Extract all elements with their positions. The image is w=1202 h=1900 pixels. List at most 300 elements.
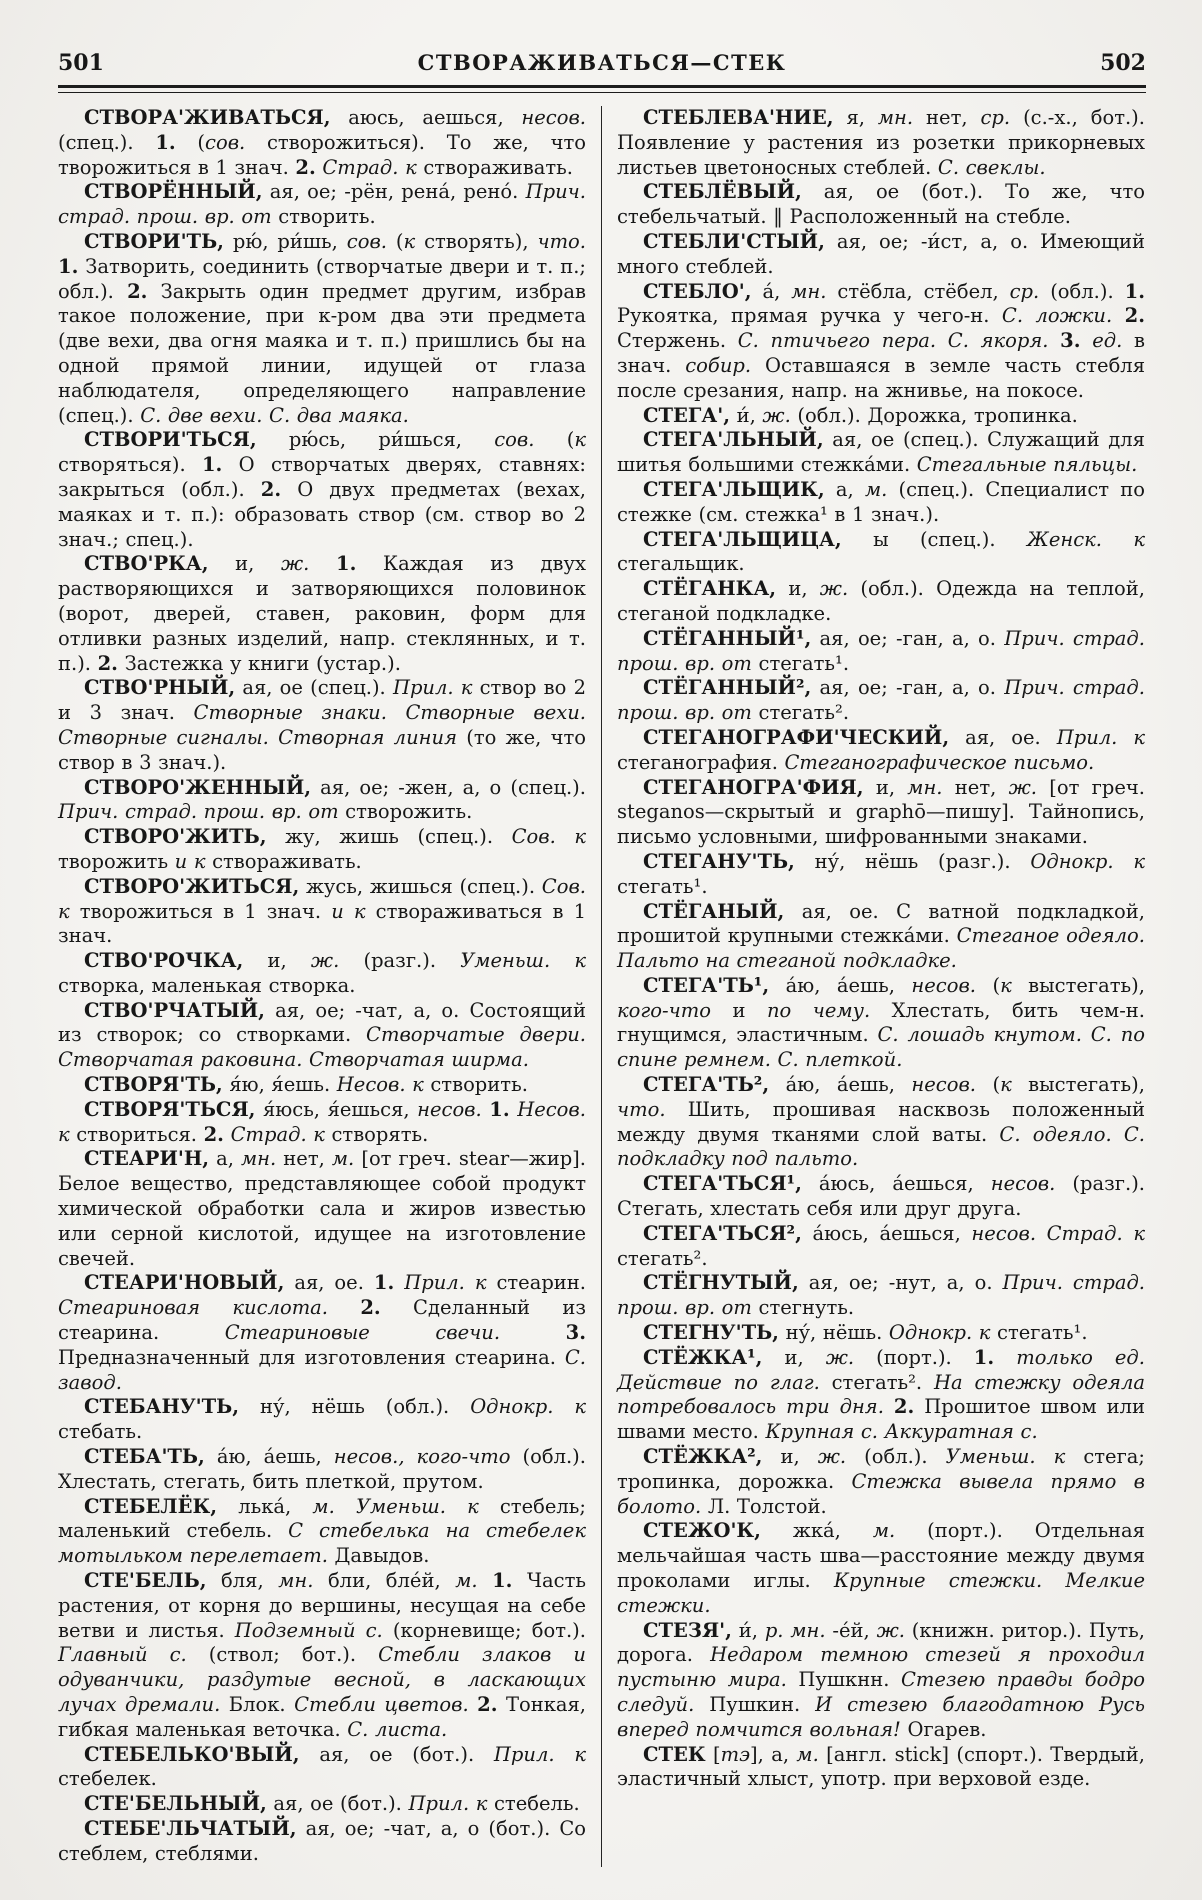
entry-label-italic: к (1000, 973, 1012, 997)
entry-headword: СТЕБЕ'ЛЬЧАТЫЙ, (84, 1816, 297, 1840)
entry-text: и́, (730, 403, 763, 427)
dictionary-entry (617, 1271, 1145, 1321)
header-rule (58, 85, 1146, 93)
entry-text: ы (спец.). (841, 527, 1027, 551)
entry-label-italic: сов. (494, 428, 535, 452)
entry-text: [от греч. steganos—скрытый и graphō—пишу]. Тайнопись, письмо условными, шифрованными знаками. (617, 775, 1145, 849)
entry-text: Сделанный из стеарина. (58, 1296, 586, 1345)
entry-label-italic: сов. (205, 130, 246, 154)
entry-label-italic: тэ (720, 1742, 751, 1766)
entry-label-italic: С. одеяло. С. подкладку под пальто. (617, 1122, 1145, 1171)
entry-text (1081, 329, 1093, 352)
entry-label-italic: Прил. к (392, 676, 473, 700)
entry-headword: СТВО'РОЧКА, (84, 949, 244, 973)
entry-text: ая, ое (бот.). (299, 1742, 494, 1766)
dictionary-entry (617, 776, 1145, 850)
dictionary-entry (617, 1172, 1145, 1222)
entry-label-italic: мн. (791, 279, 827, 303)
entry-label-italic: м. (796, 1742, 819, 1766)
dictionary-entry (58, 1147, 586, 1271)
dictionary-entry (58, 428, 586, 552)
entry-headword: СТЕБЛЁВЫЙ, (643, 180, 802, 204)
dictionary-entry (58, 825, 586, 875)
entry-text: створаживаться в 1 знач. (58, 899, 586, 948)
entry-label-italic: Стебли злаков и одуванчики, раздутые весной, в ласкающих лучах дремали. (58, 1643, 586, 1716)
entry-headword: СТЕГА'ТЬ², (643, 1073, 770, 1097)
sense-number: 1. (1124, 279, 1145, 303)
entry-text: ну́, нёшь. (778, 1321, 889, 1345)
column-left (58, 106, 586, 1867)
entry-text (335, 1495, 356, 1518)
entry-label-italic: р. мн. (764, 1618, 826, 1642)
entry-text: ая, ое (бот.). То же, что стебельчатый. ‖ Расположенный на стебле. (617, 180, 1145, 229)
entry-text: ая, ое; -чат, а, о. Состоящий из створок; со створками. (58, 998, 586, 1047)
dictionary-entry (617, 428, 1145, 478)
entry-label-italic: Недаром темною стезей я проходил пустыню мира. (617, 1643, 1146, 1692)
entry-text: створять), (415, 229, 538, 253)
entry-text: стегать¹. (751, 651, 850, 675)
entry-text: и (710, 998, 767, 1022)
dictionary-entry (58, 1445, 586, 1495)
entry-text (394, 1271, 404, 1294)
entry-label-italic: несов. (911, 1073, 976, 1097)
entry-text: ну́, нёшь (разг.). (794, 849, 1031, 873)
entry-text: Застежка у книги (устар.). (117, 651, 401, 675)
entry-headword: СТЁЖКА², (643, 1445, 763, 1469)
sense-number: 1. (373, 1271, 395, 1295)
entry-text: а, (209, 1147, 242, 1171)
page-header (0, 0, 1202, 76)
dictionary-entry (58, 1271, 586, 1395)
entry-label-italic: собир. (685, 353, 752, 377)
entry-label-italic: С. ложки. (1001, 304, 1113, 328)
entry-label-italic: Стеганографическое письмо. (784, 750, 1095, 774)
entry-text: в знач. (617, 329, 1145, 377)
entry-text: а́ю, а́ешь, (769, 1073, 912, 1097)
dictionary-entry (617, 1321, 1145, 1346)
entry-label-italic: Крупные стежки. Мелкие стежки. (617, 1569, 1145, 1617)
dictionary-entry (617, 1619, 1145, 1743)
entry-text: нет, (942, 775, 1009, 799)
entry-label-italic: Сов. к (511, 825, 587, 849)
dictionary-entry (617, 404, 1145, 429)
entry-text: стебель. (487, 1792, 580, 1816)
entry-text: ая, ое. (284, 1271, 374, 1295)
entry-label-italic: сов. (346, 229, 387, 253)
entry-label-italic: несов., кого-что (333, 1445, 511, 1469)
entry-headword: СТВО'РНЫЙ, (84, 676, 236, 700)
entry-text: Предназначенный для изготовления стеарина. (58, 1345, 565, 1369)
entry-text: ая, ое (спец.). (235, 676, 393, 700)
entry-label-italic: ср. (980, 106, 1011, 129)
entry-label-italic: что. (537, 229, 586, 253)
entry-text: выстегать), (1011, 1073, 1145, 1097)
entry-label-italic: Прич. страд. прош. вр. от (617, 626, 1145, 675)
entry-text: стега; тропинка, дорожка. (617, 1445, 1145, 1493)
entry-text: створить. (271, 205, 376, 229)
dictionary-entry (58, 1569, 586, 1743)
entry-headword: СТВОРО'ЖИТЬ, (84, 825, 267, 849)
entry-text: ну́, нёшь (обл.). (239, 1395, 471, 1419)
dictionary-entry (617, 478, 1145, 528)
entry-text: ая, ое; -жен, а, о (спец.). (311, 775, 586, 799)
entry-label-italic: м. (331, 1147, 355, 1171)
entry-text: створяться). (58, 453, 202, 477)
entry-label-italic: Сов. к (58, 874, 586, 923)
entry-headword: СТЁГАННЫЙ¹, (643, 626, 812, 650)
entry-text: ( (534, 428, 575, 452)
entry-text: нет, (913, 106, 981, 129)
entry-text: ая, ое (спец.). Служащий для шитья большими стежка́ми. (617, 428, 1145, 477)
entry-label-italic: Прил. к (493, 1742, 586, 1766)
entry-text: а́юсь, а́ешься, (801, 1172, 991, 1196)
entry-text (328, 1296, 360, 1319)
entry-headword: СТЕГА'ТЬСЯ¹, (643, 1172, 802, 1196)
dictionary-entry (58, 180, 586, 230)
dictionary-entry (58, 1792, 586, 1817)
entry-text (469, 1693, 477, 1716)
entry-text: и, (776, 577, 820, 601)
entry-text: створка, маленькая створка. (58, 973, 356, 997)
entry-label-italic: Несов. к (336, 1073, 424, 1097)
entry-headword: СТЕАРИ'Н, (84, 1147, 210, 1171)
entry-text: створиться. (69, 1122, 204, 1146)
entry-text: а́ю, а́ешь, (204, 1445, 334, 1469)
entry-label-italic: Женск. к (1026, 527, 1145, 551)
entry-label-italic: ж. (819, 577, 849, 601)
entry-label-italic: Прич. страд. прош. вр. от (617, 1271, 1145, 1320)
entry-text: я, (833, 106, 878, 129)
entry-text: стёбла, стёбел, (826, 279, 1010, 303)
entry-label-italic: Крупная с. Аккуратная с. (765, 1420, 1038, 1444)
entry-label-italic: Несов. к (58, 1097, 586, 1146)
entry-label-italic: Прич. страд. прош. вр. от (617, 676, 1145, 725)
entry-label-italic: м. (864, 477, 888, 501)
entry-label-italic: несов. (990, 1172, 1056, 1196)
entry-text: ( (976, 1073, 1001, 1097)
sense-number: 3. (565, 1321, 586, 1345)
dictionary-entry (58, 949, 586, 999)
entry-text: стегать¹. (617, 874, 708, 898)
entry-headword: СТВО'РКА, (84, 552, 209, 576)
sense-number: 2. (203, 1122, 224, 1146)
dictionary-entry (58, 875, 586, 949)
dictionary-entry (617, 1346, 1145, 1445)
entry-headword: СТЁГНУТЫЙ, (643, 1271, 799, 1295)
entry-label-italic: Стеганое одеяло. Пальто на стеганой подкладке. (617, 924, 1146, 973)
entry-headword: СТВО'РЧАТЫЙ, (84, 998, 265, 1022)
entry-text (884, 1395, 894, 1418)
entry-text: (спец.). (58, 130, 156, 154)
sense-number: 1. (155, 130, 176, 154)
entry-text: бля, (206, 1569, 279, 1593)
entry-label-italic: Однокр. к (1030, 849, 1146, 873)
entry-text: ая, ое. С ватной подкладкой, прошитой крупными стежка́ми. (617, 899, 1145, 948)
entry-text: и, (243, 949, 311, 973)
entry-headword: СТВОРО'ЖЕННЫЙ, (84, 775, 312, 799)
entry-headword: СТВОРИ'ТЬСЯ, (84, 428, 257, 452)
entry-label-italic: ж. (817, 1445, 847, 1469)
sense-number: 2. (127, 279, 148, 303)
entry-text: (обл.). (846, 1445, 946, 1469)
entry-headword: СТЕГАНУ'ТЬ, (643, 849, 795, 873)
dictionary-entry (617, 850, 1145, 900)
sense-number: 1. (973, 1345, 995, 1369)
entry-text: ая, ое; -нут, а, о. (798, 1271, 1003, 1295)
entry-text: ая, ое; -чат, а, о (бот.). Со стеблем, стеблями. (58, 1816, 586, 1865)
entry-label-italic: Уменьш. к (460, 949, 586, 973)
dictionary-entry (617, 1073, 1145, 1172)
entry-text: и, (208, 552, 282, 576)
entry-text: створожиться). То же, что творожиться в 1 знач. (58, 130, 586, 179)
entry-text: стеарин. (486, 1271, 586, 1295)
dictionary-entry (617, 528, 1145, 578)
entry-text: Закрыть один предмет другим, избрав такое положение, при к-ром два эти предмета (две вехи, два огня маяка и т. п.) пришлись бы на одной прямой линии, идущей от глаза наблюдателя, определяющего направление (спец.). (58, 279, 586, 427)
entry-label-italic: Стебли цветов. (294, 1693, 469, 1716)
entry-headword: СТЕГАНОГРА'ФИЯ, (643, 775, 864, 799)
page-number-right: 502 (1100, 50, 1146, 76)
column-right (617, 106, 1145, 1792)
entry-text: и, (762, 1445, 818, 1469)
dictionary-entry (617, 726, 1145, 776)
entry-headword: СТВОРЯ'ТЬСЯ, (84, 1097, 256, 1121)
entry-label-italic: С. лошадь кнутом. С. по спине ремнем. С. плеткой. (617, 1023, 1146, 1072)
entry-label-italic: Уменьш. к (945, 1445, 1066, 1469)
entry-text: стебать. (58, 1420, 143, 1444)
entry-label-italic: С стебелька на стебелек мотыльком перелетает. (58, 1519, 586, 1568)
entry-text: жусь, жишься (спец.). (299, 874, 542, 898)
entry-headword: СТЕГА', (643, 403, 730, 427)
entry-label-italic: Прич. страд. прош. вр. от (58, 800, 339, 824)
entry-text: [англ. stick] (спорт.). Твердый, эластичный хлыст, употр. при верховой езде. (617, 1742, 1145, 1791)
dictionary-entry (58, 1073, 586, 1098)
entry-text (994, 1346, 1016, 1369)
entry-label-italic: Створчатые двери. Створчатая раковина. Створчатая ширма. (58, 1023, 586, 1072)
entry-text: Оставшаяся в земле часть стебля после срезания, напр. на жнивье, на покосе. (617, 353, 1145, 402)
text-columns (0, 93, 1202, 1867)
entry-text: Л. Толстой. (701, 1494, 827, 1518)
entry-text: (ствол; бот.). (186, 1643, 379, 1667)
entry-label-italic: мн. (241, 1147, 277, 1171)
entry-text (1048, 329, 1060, 352)
entry-headword: СТЁЖКА¹, (643, 1345, 763, 1369)
entry-headword: СТЕГА'ЛЬЩИК, (643, 477, 825, 501)
entry-label-italic: Створные знаки. Створные вехи. Створные сигналы. Створная линия (58, 701, 586, 749)
entry-label-italic: С. завод. (58, 1345, 586, 1394)
dictionary-entry (617, 1445, 1145, 1519)
entry-headword: СТЕАРИ'НОВЫЙ, (84, 1271, 285, 1295)
dictionary-entry (617, 627, 1145, 677)
entry-text: О створчатых дверях, ставнях: закрыться (обл.). (58, 453, 586, 501)
entry-label-italic: ед. (1092, 329, 1123, 353)
entry-headword: СТЕ'БЕЛЬ, (84, 1569, 207, 1593)
entry-label-italic: Прил. к (404, 1271, 487, 1295)
entry-label-italic: несов. Страд. к (971, 1221, 1145, 1245)
entry-label-italic: ж. (281, 552, 310, 576)
entry-text: [ (705, 1742, 721, 1766)
entry-label-italic: м. (312, 1494, 335, 1518)
entry-headword: СТЕК (643, 1742, 706, 1766)
entry-headword: СТЕГА'ЛЬНЫЙ, (643, 428, 824, 452)
entry-label-italic: только ед. Действие по глаг. (617, 1345, 1145, 1394)
sense-number: 1. (58, 254, 79, 278)
entry-headword: СТЕБЕЛЬКО'ВЫЙ, (84, 1742, 300, 1766)
entry-headword: СТВОРО'ЖИТЬСЯ, (84, 874, 300, 898)
entry-headword: СТЕГНУ'ТЬ, (643, 1321, 779, 1345)
entry-headword: СТВОРЯ'ТЬ, (84, 1073, 223, 1097)
entry-label-italic: С. свеклы. (937, 155, 1046, 179)
entry-label-italic: несов. (521, 106, 586, 129)
entry-text: а́ю, а́ешь, (769, 973, 912, 997)
entry-label-italic: Прил. к (408, 1792, 488, 1816)
entry-text: Хлестать, бить чем-н. гнущимся, эластичным. (617, 998, 1145, 1047)
entry-text: творожиться в 1 знач. (69, 899, 332, 923)
entry-text: Часть растения, от корня до вершины, несущая на себе ветви и листья. (58, 1569, 587, 1642)
entry-text: и, (762, 1345, 826, 1369)
sense-number: 1. (489, 1097, 510, 1121)
entry-label-italic: и к (174, 849, 206, 873)
entry-text (478, 1569, 493, 1592)
entry-text: (разг.). Стегать, хлестать себя или друг друга. (617, 1172, 1146, 1221)
entry-text: створаживать. (416, 155, 573, 179)
entry-label-italic: ж. (310, 949, 340, 973)
entry-text: створять. (324, 1122, 429, 1146)
entry-text: стегать². (819, 1370, 934, 1394)
entry-text: а, (824, 477, 865, 501)
entry-headword: СТЕБАНУ'ТЬ, (84, 1395, 240, 1419)
entry-headword: СТЕГА'ТЬСЯ², (643, 1221, 802, 1245)
entry-text: створить. (423, 1073, 528, 1097)
entry-text: Каждая из двух растворяющихся и затворяющихся половинок (ворот, дверей, ставен, раковин, форм для отливки разных изделий, напр. стеклянных, и т. п.). (58, 552, 586, 675)
entry-headword: СТЁГАНКА, (643, 577, 777, 601)
column-divider (601, 106, 602, 1867)
entry-text: (разг.). (339, 949, 461, 973)
entry-label-italic: С. листа. (347, 1717, 448, 1741)
entry-headword: СТЕ'БЕЛЬНЫЙ, (84, 1792, 267, 1816)
dictionary-entry (58, 230, 586, 428)
entry-text: стегнуть. (751, 1296, 855, 1320)
entry-text: (порт.). (854, 1345, 974, 1369)
entry-text: и́, (731, 1618, 765, 1642)
entry-text (309, 552, 336, 575)
entry-label-italic: Главный с. (58, 1643, 187, 1667)
entry-text: стегать². (751, 701, 850, 725)
dictionary-entry (617, 280, 1145, 404)
entry-label-italic: мн. (907, 775, 943, 799)
entry-label-italic: Стеариновая кислота. (58, 1296, 329, 1320)
entry-label-italic: ж. (1008, 775, 1037, 799)
page-number-left: 501 (58, 50, 104, 76)
entry-label-italic: Прил. к (1056, 725, 1145, 749)
entry-text: выстегать), (1011, 973, 1145, 997)
sense-number: 2. (477, 1693, 498, 1716)
dictionary-entry (617, 106, 1145, 180)
entry-text (1112, 304, 1124, 327)
entry-text: (обл.). (1039, 279, 1125, 303)
dictionary-entry (58, 1395, 586, 1445)
entry-text: Шить, прошивая насквозь положенный между двумя тканями слой ваты. (617, 1097, 1145, 1146)
dictionary-entry (58, 776, 586, 826)
entry-text: створаживать. (205, 849, 362, 873)
entry-text: -е́й, (825, 1618, 877, 1642)
entry-headword: СТВОРИ'ТЬ, (84, 229, 224, 253)
dictionary-entry (617, 230, 1145, 280)
entry-text (224, 1123, 231, 1146)
entry-label-italic: мн. (278, 1569, 314, 1593)
entry-label-italic: несов. (417, 1097, 482, 1121)
entry-text: ая, ое; -ган, а, о. (811, 626, 1005, 650)
entry-headword: СТЕБЛЕВА'НИЕ, (643, 106, 834, 129)
dictionary-entry (58, 552, 586, 676)
entry-label-italic: Уменьш. к (355, 1494, 479, 1518)
entry-text: ( (175, 130, 206, 154)
entry-text: (книжн. ритор.). Путь, дорога. (617, 1618, 1145, 1667)
entry-text: а́юсь, а́ешься, (801, 1221, 972, 1245)
sense-number: 2. (1124, 304, 1145, 328)
entry-headword: СТЕЗЯ', (643, 1618, 732, 1642)
entry-headword: СТВОРА'ЖИВАТЬСЯ, (84, 106, 331, 129)
entry-text: я́ю, я́ешь. (222, 1073, 337, 1097)
entry-text: ая, ое; -и́ст, а, о. Имеющий много стеблей. (617, 229, 1145, 278)
entry-text: ], а, (750, 1742, 797, 1766)
entry-text: Тонкая, гибкая маленькая веточка. (58, 1693, 587, 1741)
dictionary-entry (617, 1519, 1145, 1618)
entry-text: Затворить, соединить (створчатые двери и т. п.; обл.). (58, 254, 586, 303)
entry-label-italic: несов. (911, 973, 976, 997)
dictionary-entry (58, 106, 586, 180)
entry-headword: СТЕГАНОГРАФИ'ЧЕСКИЙ, (643, 725, 950, 749)
entry-headword: СТЕБА'ТЬ, (84, 1445, 205, 1469)
entry-text: жу, жишь (спец.). (266, 825, 512, 849)
sense-number: 1. (336, 552, 357, 576)
entry-text: (обл.). Дорожка, тропинка. (790, 403, 1078, 427)
dictionary-entry (58, 676, 586, 775)
sense-number: 1. (201, 453, 223, 477)
entry-text: О двух предметах (вехах, маяках и т. п.): образовать створ (см. створ во 2 знач.; спец.). (58, 477, 586, 551)
entry-headword: СТЕБЛИ'СТЫЙ, (643, 229, 825, 253)
entry-label-italic: по чему. (766, 998, 871, 1022)
dictionary-entry (58, 999, 586, 1073)
running-head: СТВОРАЖИВАТЬСЯ—СТЕК (417, 50, 787, 75)
entry-text: Пушкин. (694, 1693, 816, 1716)
entry-text: (обл.). Хлестать, стегать, бить плеткой, прутом. (58, 1445, 586, 1493)
entry-text: лька́, (217, 1494, 313, 1518)
entry-label-italic: Прич. страд. прош. вр. от (58, 180, 586, 229)
entry-headword: СТЁГАННЫЙ², (643, 676, 812, 700)
entry-text: нет, (276, 1147, 332, 1171)
sense-number: 1. (492, 1569, 513, 1593)
sense-number: 3. (1060, 329, 1081, 353)
entry-text: стебелек. (58, 1767, 157, 1791)
entry-headword: СТЕЖО'К, (643, 1519, 761, 1543)
dictionary-entry (58, 1098, 586, 1148)
entry-label-italic: кого-что (617, 998, 711, 1022)
entry-text: Блок. (220, 1693, 295, 1716)
entry-text: а́, (751, 279, 792, 303)
entry-label-italic: мн. (877, 106, 914, 129)
sense-number: 2. (893, 1395, 915, 1419)
entry-text: (с.-х., бот.). Появление у растения из розетки прикорневых листьев цветоносных стеблей. (617, 106, 1145, 179)
entry-label-italic: Страд. к (322, 155, 417, 179)
entry-label-italic: С. две вехи. С. два маяка. (140, 403, 409, 427)
dictionary-entry (58, 1495, 586, 1569)
entry-label-italic: ж. (762, 403, 791, 427)
entry-label-italic: И стезею благодатною Русь вперед помчится вольная! (617, 1693, 1145, 1741)
entry-text: стеганография. (617, 750, 785, 774)
sense-number: 2. (97, 651, 118, 675)
entry-text: Пушкнн. (786, 1668, 902, 1692)
entry-text: творожить (58, 849, 175, 873)
